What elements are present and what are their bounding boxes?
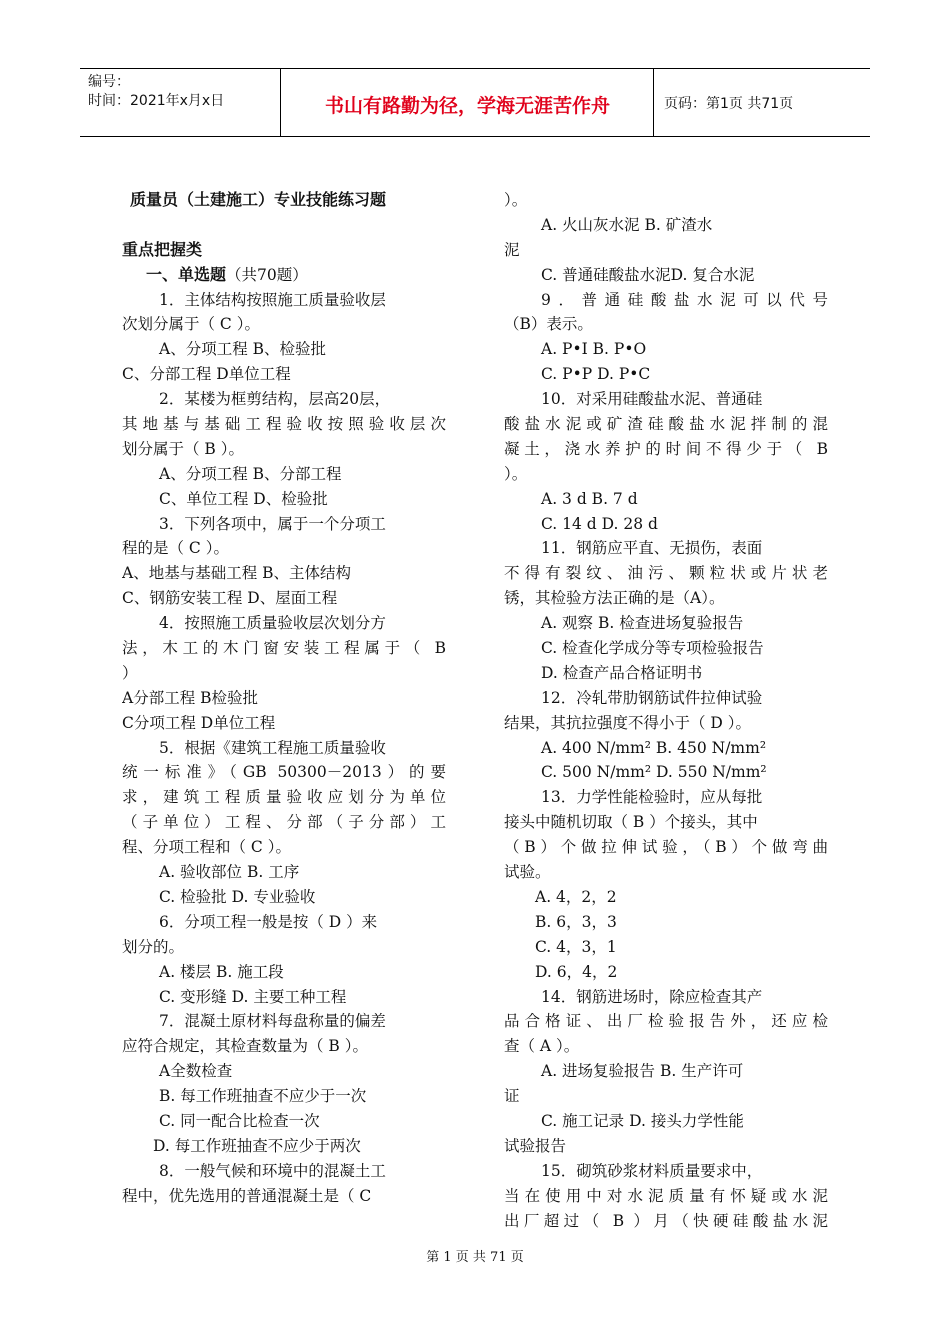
text-line: 程、分项工程和（ C ）。	[122, 838, 291, 857]
section-heading: 重点把握类	[122, 239, 203, 259]
text-line: 1．主体结构按照施工质量验收层	[159, 290, 386, 309]
header-divider-1	[280, 69, 281, 136]
text-line: B. 每工作班抽查不应少于一次	[159, 1087, 367, 1106]
right-question-list	[504, 188, 828, 1233]
text-line: C. 检查化学成分等专项检验报告	[541, 639, 764, 658]
text-line: 求，建筑工程质量验收应划分为单位	[122, 788, 446, 807]
document-title: 质量员（土建施工）专业技能练习题	[130, 190, 387, 209]
text-line: 14．钢筋进场时，除应检查其产	[541, 987, 763, 1006]
text-line: 锈，其检验方法正确的是（A）。	[504, 589, 725, 608]
text-line: C. 500 N/mm² D. 550 N/mm²	[541, 763, 767, 782]
page-footer: 第 1 页 共 71 页	[426, 1250, 524, 1265]
text-line: 程的是（ C ）。	[122, 539, 229, 558]
text-line: 次划分属于（ C ）。	[122, 315, 260, 334]
text-line: A、分项工程 B、检验批	[159, 340, 327, 359]
text-line: 4．按照施工质量验收层次划分方	[159, 614, 386, 633]
text-line: B. 6，3，3	[535, 912, 617, 931]
text-line: 试验报告	[504, 1136, 567, 1155]
text-line: 泥	[504, 240, 520, 259]
text-line: 5．根据《建筑工程施工质量验收	[159, 738, 386, 757]
left-question-list	[122, 288, 446, 1209]
text-line: ）。	[504, 464, 528, 483]
text-line: 12．冷轧带肋钢筋试件拉伸试验	[541, 688, 763, 707]
text-line: A. 400 N/mm² B. 450 N/mm²	[541, 738, 767, 757]
text-line: 不得有裂纹、油污、颗粒状或片状老	[504, 564, 828, 583]
subsection-title: 一、单选题	[146, 264, 227, 284]
text-line: A. 观察 B. 检查进场复验报告	[541, 614, 744, 633]
text-line: C. P•P D. P•C	[541, 365, 651, 384]
text-line: 品合格证、出厂检验报告外，还应检	[504, 1012, 828, 1031]
text-line: C. 同一配合比检查一次	[159, 1111, 320, 1130]
text-line: ）。	[504, 191, 528, 209]
text-line: 结果，其抗拉强度不得小于（ D ）。	[504, 713, 752, 732]
text-line: （B）表示。	[504, 315, 593, 334]
text-line: 13．力学性能检验时，应从每批	[541, 788, 763, 807]
text-line: 划分的。	[122, 937, 185, 956]
header-divider-2	[653, 69, 654, 136]
text-line: A. 4，2，2	[535, 887, 617, 906]
text-line: 应符合规定，其检查数量为（ B ）。	[122, 1037, 368, 1056]
text-line: 凝土，浇水养护的时间不得少于（ B	[504, 439, 828, 458]
text-line: A. 楼层 B. 施工段	[159, 962, 284, 981]
subsection-count: （共70题）	[226, 265, 308, 284]
text-line: 查（ A ）。	[504, 1037, 580, 1056]
text-line: A. 进场复验报告 B. 生产许可	[541, 1062, 744, 1081]
text-line: （B）个做拉伸试验，（B）个做弯曲	[504, 838, 828, 857]
text-line: 划分属于（ B ）。	[122, 439, 244, 458]
text-line: C分项工程 D单位工程	[122, 713, 276, 732]
text-line: 7．混凝土原材料每盘称量的偏差	[159, 1012, 386, 1031]
text-line: C. 施工记录 D. 接头力学性能	[541, 1111, 744, 1130]
subsection-heading	[122, 263, 446, 288]
text-line: 11．钢筋应平直、无损伤，表面	[541, 539, 763, 558]
text-line: 其地基与基础工程验收按照验收层次	[122, 415, 446, 434]
text-line: 出厂超过（ B ）月（快硬硅酸盐水泥	[504, 1211, 828, 1230]
time-label: 时间：2021年x月x日	[88, 93, 225, 109]
text-line: A. P•Ⅰ B. P•O	[541, 340, 647, 359]
text-line: 6．分项工程一般是按（ D ）来	[159, 912, 378, 931]
text-line: C. 普通硅酸盐水泥D. 复合水泥	[541, 265, 755, 284]
header-meta	[88, 73, 224, 111]
text-line: 试验。	[504, 863, 551, 882]
text-line: 酸盐水泥或矿渣硅酸盐水泥拌制的混	[504, 415, 828, 434]
text-line: 统一标准》（GB 50300－2013）的要	[122, 763, 446, 782]
text-line: 接头中随机切取（ B ）个接头，其中	[504, 813, 758, 832]
text-line: C. 14 d D. 28 d	[541, 514, 658, 533]
text-line: （子单位）工程、分部（子分部）工	[122, 813, 446, 832]
right-column	[504, 188, 828, 1233]
header-page-number: 页码：第1页 共71页	[664, 96, 794, 112]
text-line: D. 6，4，2	[535, 962, 618, 981]
text-line: ）	[122, 663, 138, 682]
page-header	[80, 68, 870, 137]
text-line: C. 检验批 D. 专业验收	[159, 887, 316, 906]
text-line: 3．下列各项中，属于一个分项工	[159, 514, 386, 533]
text-line: D. 检查产品合格证明书	[541, 663, 703, 682]
text-line: C、单位工程 D、检验批	[159, 489, 328, 508]
text-line: A. 验收部位 B. 工序	[159, 863, 300, 882]
text-line: A. 3 d B. 7 d	[541, 489, 638, 508]
text-line: 当在使用中对水泥质量有怀疑或水泥	[504, 1186, 828, 1205]
text-line: C. 4，3，1	[535, 937, 617, 956]
text-line: 10．对采用硅酸盐水泥、普通硅	[541, 390, 763, 409]
header-motto: 书山有路勤为径，学海无涯苦作舟	[324, 95, 610, 117]
text-line: 2．某楼为框剪结构，层高20层，	[159, 390, 391, 409]
text-line: 15．砌筑砂浆材料质量要求中，	[541, 1161, 763, 1180]
text-line: 证	[504, 1087, 520, 1106]
left-column	[122, 188, 446, 1209]
text-line: A分部工程 B检验批	[122, 688, 259, 707]
text-line: 程中，优先选用的普通混凝土是（ C	[122, 1186, 372, 1205]
code-label: 编号：	[88, 74, 130, 90]
spacer	[122, 213, 446, 238]
text-line: 9．普通硅酸盐水泥可以代号	[541, 290, 828, 309]
text-line: A. 火山灰水泥 B. 矿渣水	[541, 215, 713, 234]
text-line: A、地基与基础工程 B、主体结构	[122, 564, 352, 583]
text-line: A、分项工程 B、分部工程	[159, 464, 342, 483]
text-line: C. 变形缝 D. 主要工种工程	[159, 987, 347, 1006]
text-line: A全数检查	[159, 1062, 233, 1081]
text-line: 法，木工的木门窗安装工程属于（ B	[122, 639, 446, 658]
text-line: C、钢筋安装工程 D、屋面工程	[122, 589, 338, 608]
text-line: D. 每工作班抽查不应少于两次	[153, 1136, 361, 1155]
text-line: C、分部工程 D单位工程	[122, 365, 291, 384]
text-line: 8．一般气候和环境中的混凝土工	[159, 1161, 386, 1180]
